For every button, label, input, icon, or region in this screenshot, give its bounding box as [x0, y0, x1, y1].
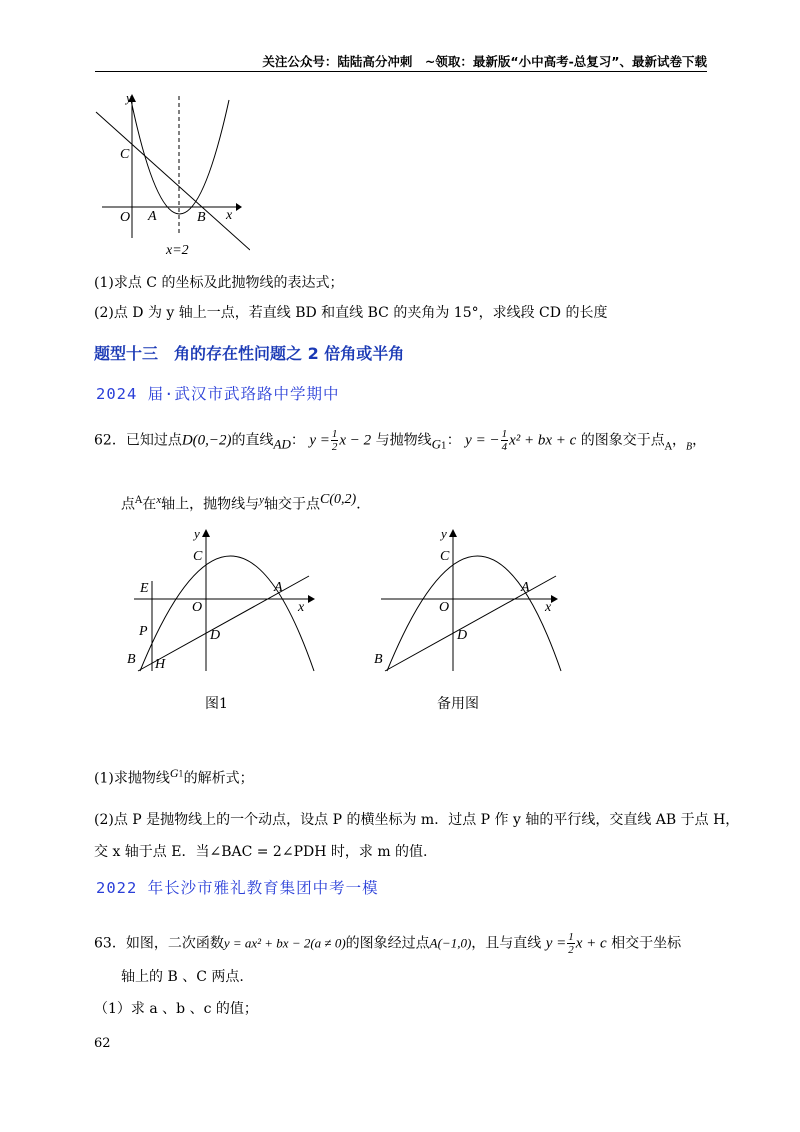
q63-l1-c: ，且与直线 [471, 935, 542, 952]
q63-l1-a: 63．如图，二次函数 [94, 935, 224, 952]
q63-eq2-y: y = [545, 935, 567, 952]
q63-l1-b: 的图象经过点 [345, 935, 430, 952]
header-rule [95, 71, 707, 72]
q62-eq1-y: y = [309, 432, 330, 449]
fig1-label-x: x [298, 600, 305, 615]
q62-line-ad: AD [273, 436, 291, 452]
top-parabola-figure [90, 88, 250, 258]
q62-stem-line2 [121, 492, 370, 514]
fig1-label-O: O [192, 600, 203, 615]
q62-l2-end: ． [356, 496, 371, 513]
prev-question-part2: (2)点 D 为 y 轴上一点，若直线 BD 和直线 BC 的夹角为 15°，求线段 CD 的长度 [94, 305, 608, 321]
q62-l1-e: ： [446, 432, 461, 449]
q62-eq1-frac-den: 2 [331, 441, 338, 453]
q62-eq2-frac-den: 4 [501, 441, 508, 453]
q62-eq2-y: y = − [465, 432, 500, 449]
q62-eq2-rest: x² + bx + c [509, 432, 577, 449]
q62-eq2-frac [501, 428, 509, 453]
q63-source: 2022 年长沙市雅礼教育集团中考一模 [96, 879, 379, 897]
fig1-label-C: C [193, 549, 203, 564]
top-fig-label-B: B [197, 210, 206, 225]
q62-g-sub: 1 [440, 441, 447, 452]
q63-eq1: y = ax² + bx − 2(a ≠ 0) [223, 935, 346, 951]
q62-l1-b: 的直线 [231, 432, 274, 449]
q62-l1-f: 的图象交于点 [580, 432, 665, 449]
page-number: 62 [94, 1036, 111, 1051]
fig1-label-E: E [140, 581, 149, 596]
q63-part1: （1）求 a 、b 、c 的值； [94, 1001, 258, 1017]
q63-stem-line1 [94, 931, 681, 956]
fig2-label-x: x [545, 600, 552, 615]
section-title: 题型十三 角的存在性问题之 2 倍角或半角 [94, 344, 405, 363]
q63-l1-d: 相交于坐标 [611, 935, 682, 952]
fig1-label-D: D [210, 628, 221, 643]
top-fig-label-O: O [120, 210, 131, 225]
fig2-label-D: D [457, 628, 468, 643]
q62-l1-c: ： [290, 432, 305, 449]
q62-l2-y: y [259, 494, 265, 506]
page-header: 关注公众号：陆陆高分冲刺 ~领取：最新版“小中高考-总复习”、最新试卷下载 [262, 54, 707, 69]
q62-part2-line2: 交 x 轴于点 E．当∠BAC = 2∠PDH 时，求 m 的值. [94, 844, 428, 860]
q63-eq2-frac-den: 2 [568, 944, 574, 956]
fig2-label-B: B [374, 652, 383, 667]
fig1-label-B: B [127, 652, 136, 667]
top-fig-label-x: x [226, 208, 233, 223]
q63-eq2-frac [567, 931, 575, 956]
q62-l2-x: x [156, 494, 162, 506]
q62-eq1-frac [331, 428, 339, 453]
q62-part1-a: (1)求抛物线 [94, 770, 170, 787]
q62-eq1-frac-num: 1 [331, 428, 338, 440]
q62-part1-b: 的解析式； [183, 770, 254, 787]
q62-figure-2 [365, 525, 565, 680]
q62-source: 2024 届·武汉市武珞路中学期中 [96, 385, 340, 403]
q62-l1-end: ， [692, 432, 707, 449]
q63-stem-line2: 轴上的 B 、C 两点. [121, 969, 244, 985]
fig2-caption: 备用图 [437, 696, 479, 712]
top-fig-label-y: y [126, 90, 132, 105]
fig1-label-P: P [139, 624, 148, 639]
q62-part2-line1: (2)点 P 是抛物线上的一个动点，设点 P 的横坐标为 m．过点 P 作 y 轴的平行线，交直线 AB 于点 H， [94, 812, 740, 828]
q62-l1-B: B [685, 441, 693, 453]
q63-eq2-frac-num: 1 [568, 931, 574, 943]
fig2-label-C: C [440, 549, 450, 564]
q62-l2-a: 点 [121, 496, 135, 513]
q62-part1-g: G [169, 766, 179, 780]
q62-part1-sub: 1 [178, 769, 184, 779]
fig1-label-A: A [274, 580, 283, 595]
q62-l2-b: 在 [142, 496, 157, 513]
fig1-caption: 图1 [205, 696, 228, 712]
q62-l2-A: A [135, 495, 143, 506]
q62-l1-A: A [664, 441, 672, 453]
q62-eq1-rest: x − 2 [339, 432, 372, 449]
prev-question-part1: (1)求点 C 的坐标及此抛物线的表达式； [94, 275, 344, 291]
q62-l1-sep: ， [671, 432, 686, 449]
q62-figure-1 [118, 525, 323, 680]
q62-point-d: D(0,−2) [181, 432, 232, 449]
q62-g: G [431, 436, 441, 452]
q62-stem-line1 [94, 428, 706, 453]
q62-l2-pt: C(0,2) [320, 492, 357, 507]
fig2-label-O: O [439, 600, 450, 615]
fig1-label-y: y [194, 526, 200, 541]
q62-l2-d: 轴交于点 [264, 496, 321, 513]
top-fig-label-C: C [120, 147, 130, 162]
top-fig-label-A: A [148, 209, 157, 224]
q62-part1 [94, 766, 254, 788]
q63-eq2-rest: x + c [575, 935, 607, 952]
q62-l2-c: 轴上，抛物线与 [161, 496, 260, 513]
q63-point-a: A(−1,0) [429, 935, 472, 951]
fig1-label-H: H [155, 657, 166, 672]
q62-l1-d: 与抛物线 [375, 432, 432, 449]
fig2-label-y: y [441, 526, 447, 541]
q62-eq2-frac-num: 1 [501, 428, 508, 440]
q62-l1-a: 62．已知过点 [94, 432, 182, 449]
fig2-label-A: A [521, 580, 530, 595]
top-fig-label-axis-eq: x=2 [166, 243, 189, 258]
